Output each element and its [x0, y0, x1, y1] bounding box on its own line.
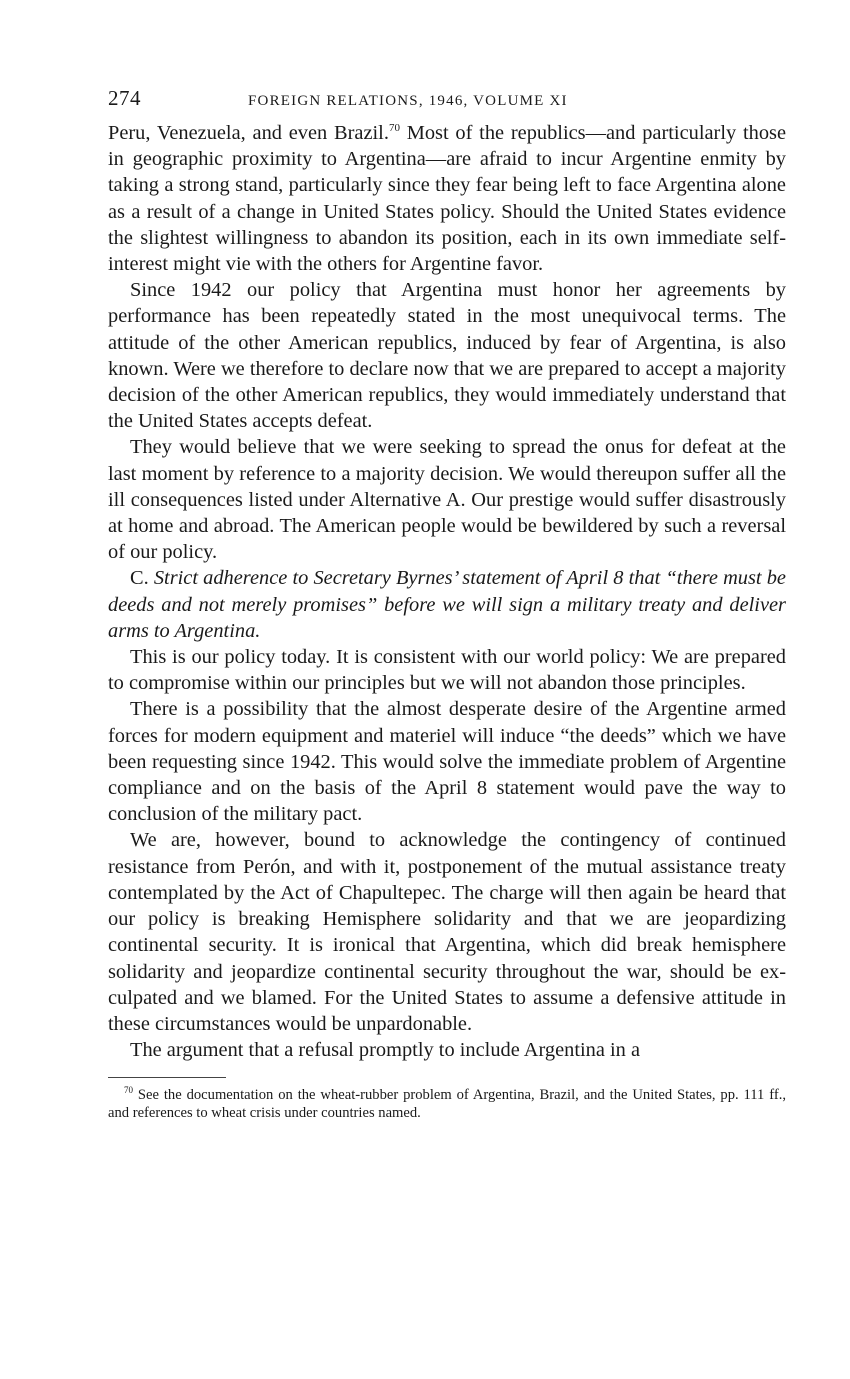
- paragraph-text: Peru, Venezuela, and even Brazil.: [108, 122, 389, 144]
- footnote-text: See the documentation on the wheat-rubber problem of Argentina, Brazil, and the United States, pp. 111 ff., and references to wheat crisis under countries named.: [108, 1087, 786, 1121]
- running-head: [108, 86, 786, 118]
- running-title: FOREIGN RELATIONS, 1946, VOLUME XI: [248, 93, 568, 109]
- alternative-c-italic: Strict adherence to Secretary Byrnes’ statement of April 8 that “there must be deeds and not merely promises” before we will sign a military treaty and deliver arms to Argentina.: [108, 567, 786, 642]
- footnote-rule: [108, 1077, 226, 1078]
- body-text: [108, 120, 786, 1063]
- paragraph-8: The argument that a refusal promptly to include Argentina in a: [130, 1039, 641, 1062]
- paragraph-5: This is our policy today. It is consistent with our world policy: We are prepared to compromise within our principles but we will not abandon those principles.: [108, 646, 786, 695]
- paragraph-4-heading-c: [108, 565, 786, 644]
- paragraph-3: They would believe that we were seeking to spread the onus for defeat at the last moment by reference to a majority decision. We would thereupon suffer all the ill consequences listed under Alternative A. Our prestige would suffer disastrously at home and abroad. The American people would be bewildered by such a reversal of our policy.: [108, 436, 786, 564]
- paragraph-1: [108, 120, 786, 277]
- document-page: [108, 86, 786, 1122]
- footnote-marker: 70: [124, 1085, 133, 1096]
- paragraph-6: There is a possibility that the almost desperate desire of the Argentine armed forces for modern equipment and materiel will induce “the deeds” which we have been requesting since 1942. This would solve the immediate problem of Argentine compliance and on the basis of the April 8 statement would pave the way to conclusion of the military pact.: [108, 698, 786, 826]
- page-number: 274: [108, 86, 141, 110]
- paragraph-7: We are, however, bound to acknowledge the contingency of continued resistance from Perón, and with it, postponement of the mutual assistance treaty contemplated by the Act of Chapultepec. The charge will then again be heard that our policy is breaking Hemisphere solidarity and that we are jeopardizing continental security. It is ironical that Argentina, which did break hemisphere solidarity and jeopardize continental security throughout the war, should be exculpated and we blamed. For the United States to assume a defensive attitude in these circumstances would be unpardonable.: [108, 829, 786, 1035]
- footnote: [108, 1082, 786, 1122]
- paragraph-text: Most of the republics—and particularly those in geographic proximity to Argentina—are afraid to incur Argentine enmity by taking a strong stand, particularly since they fear being left to face Argentina alone as a result of a change in United States policy. Should the United States evidence the slightest willingness to abandon its position, each in its own immediate self-interest might vie with the others for Argentine favor.: [108, 122, 786, 276]
- paragraph-2: Since 1942 our policy that Argentina must honor her agreements by performance has been repeatedly stated in the most unequivocal terms. The attitude of the other American republics, induced by fear of Argentina, is also known. Were we therefore to declare now that we are prepared to accept a majority decision of the other American republics, they would immediately understand that the United States accepts defeat.: [108, 279, 786, 433]
- alternative-letter: C.: [130, 567, 154, 590]
- footnote-reference: 70: [388, 122, 400, 134]
